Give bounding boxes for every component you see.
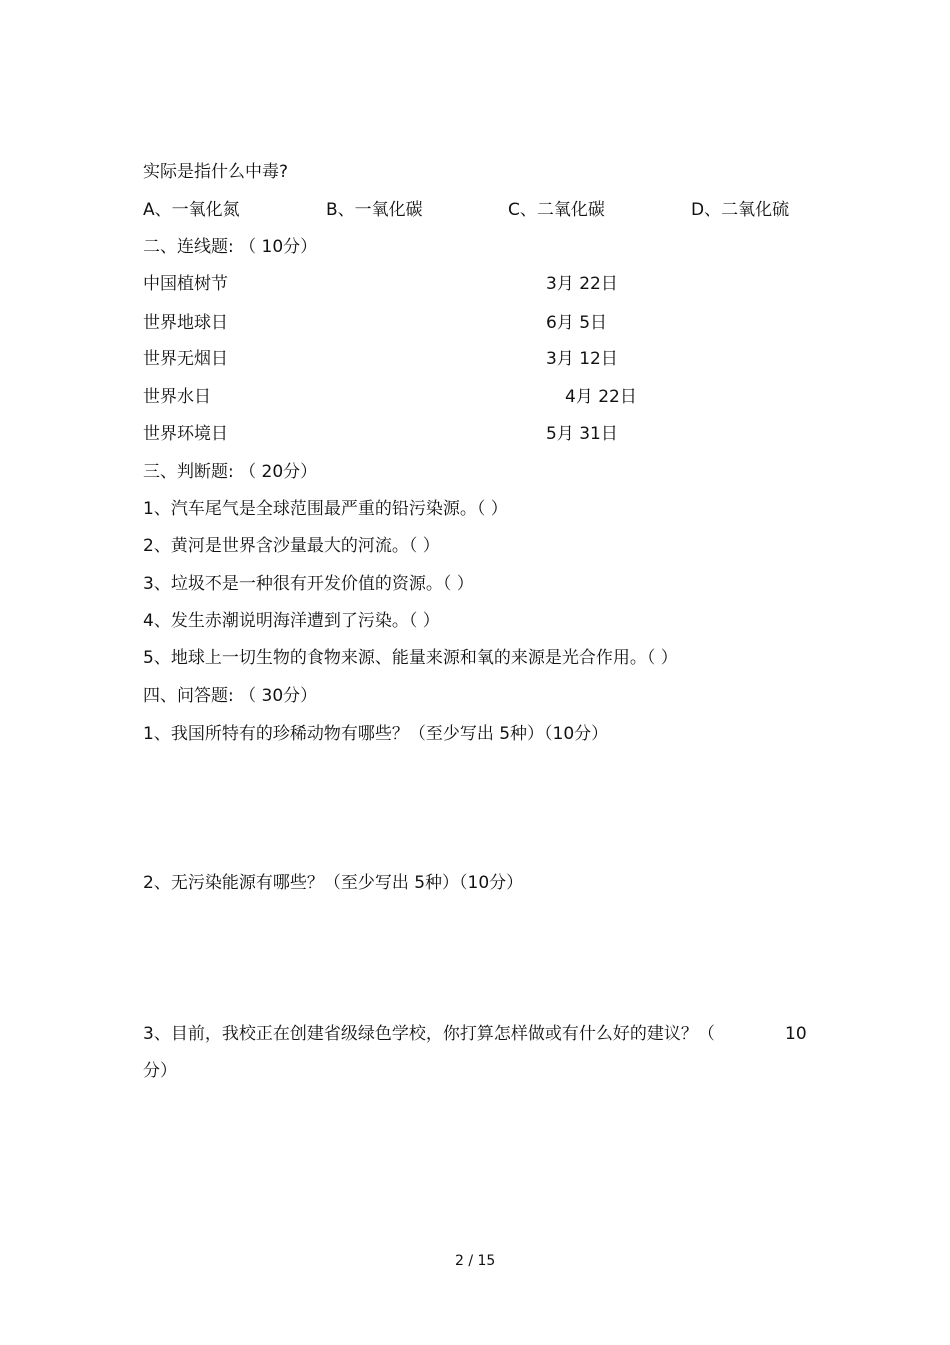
page-number: 2 / 15 (455, 1253, 496, 1269)
matching-right-item: 6月 5日 (546, 313, 608, 333)
section-title-matching: 二、连线题: （ 10分） (143, 237, 318, 257)
matching-right-item: 3月 12日 (546, 349, 618, 369)
true-false-item: 3、垃圾不是一种很有开发价值的资源。（ ） (143, 574, 474, 594)
qa-question-3: 3、目前，我校正在创建省级绿色学校，你打算怎样做或有什么好的建议？（ (143, 1024, 715, 1044)
matching-left-item: 世界水日 (143, 387, 211, 407)
true-false-item: 4、发生赤潮说明海洋遭到了污染。（ ） (143, 611, 440, 631)
true-false-item: 1、汽车尾气是全球范围最严重的铅污染源。（ ） (143, 499, 508, 519)
choice-a: A、一氧化氮 (143, 200, 240, 220)
section-title-qa: 四、问答题: （ 30分） (143, 686, 318, 706)
true-false-item: 2、黄河是世界含沙量最大的河流。（ ） (143, 536, 440, 556)
choice-b: B、一氧化碳 (326, 200, 423, 220)
matching-right-item: 3月 22日 (546, 274, 618, 294)
section-title-true-false: 三、判断题: （ 20分） (143, 462, 318, 482)
question-continuation: 实际是指什么中毒? (143, 162, 289, 182)
matching-left-item: 世界地球日 (143, 313, 228, 333)
qa-question-2: 2、无污染能源有哪些？（至少写出 5种）（10分） (143, 873, 524, 893)
matching-right-item: 5月 31日 (546, 424, 618, 444)
qa-question-3-points: 10 (785, 1024, 807, 1044)
qa-question-1: 1、我国所特有的珍稀动物有哪些？（至少写出 5种）（10分） (143, 724, 609, 744)
choice-c: C、二氧化碳 (508, 200, 605, 220)
matching-left-item: 中国植树节 (143, 274, 228, 294)
choice-d: D、二氧化硫 (691, 200, 790, 220)
matching-left-item: 世界无烟日 (143, 349, 228, 369)
qa-question-3-continued: 分） (143, 1061, 177, 1081)
matching-left-item: 世界环境日 (143, 424, 228, 444)
true-false-item: 5、地球上一切生物的食物来源、能量来源和氧的来源是光合作用。（ ） (143, 648, 678, 668)
matching-right-item: 4月 22日 (565, 387, 637, 407)
